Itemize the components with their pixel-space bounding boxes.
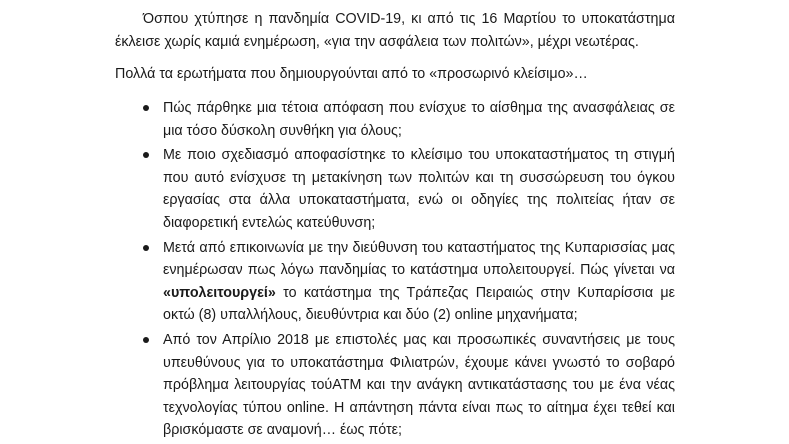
bullet-dot-icon — [143, 337, 149, 343]
bullet-dot-icon — [143, 152, 149, 158]
bullet-text-after: το κατάστημα της Τράπεζας Πειραιώς στην Κυπαρίσσια με οκτώ (8) υπαλλήλους, διευθύντρια και δύο (2) online μηχανήματα; — [163, 284, 675, 324]
bullet-text: Από τον Απρίλιο 2018 με επιστολές μας και προσωπικές συναντήσεις με τους υπευθύνους για το υποκατάστημα Φιλιατρών, έχουμε κάνει γνωστό το σοβαρό πρόβλημα λειτουργίας τούΑΤΜ και την ανάγκη αντικατάστασης του με ένα νέας τεχνολογίας τύπου online. Η απάντηση πάντα είναι πως το αίτημα έχει τεθεί και βρισκόμαστε σε αναμονή… έως πότε; — [163, 331, 675, 439]
bullet-item-1 — [137, 97, 675, 142]
bullet-dot-icon — [143, 105, 149, 111]
questions-bullet-list — [137, 97, 675, 444]
bullet-dot-icon — [143, 245, 149, 251]
bullet-item-4 — [137, 329, 675, 442]
bullet-text-before: Μετά από επικοινωνία με την διεύθυνση του καταστήματος της Κυπαρισσίας μας ενημέρωσαν πως λόγω πανδημίας το κατάστημα υπολειτουργεί. Πώς γίνεται να — [163, 239, 675, 279]
questions-lead-paragraph: Πολλά τα ερωτήματα που δημιουργούνται από το «προσωρινό κλείσιμο»… — [115, 66, 588, 82]
bullet-bold-term: «υπολειτουργεί» — [163, 284, 276, 301]
bullet-item-3 — [137, 237, 675, 327]
bullet-text: Πώς πάρθηκε μια τέτοια απόφαση που ενίσχυε το αίσθημα της ανασφάλειας σε μια τόσο δύσκολη συνθήκη για όλους; — [163, 100, 675, 139]
intro-paragraph: Όσπου χτύπησε η πανδημία COVID-19, κι από τις 16 Μαρτίου το υποκατάστημα έκλεισε χωρίς καμιά ενημέρωση, «για την ασφάλεια των πολιτών», μέχρι νεωτέρας. — [115, 11, 675, 50]
bullet-text: Με ποιο σχεδιασμό αποφασίστηκε το κλείσιμο του υποκαταστήματος τη στιγμή που αυτό ενίσχυσε τη μετακίνηση των πολιτών και τη συσσώρευση του όγκου εργασίας στα άλλα υποκαταστήματα, ενώ οι οδηγίες της πολιτείας ήταν σε διαφορετική εντελώς κατεύθυνση; — [163, 147, 675, 231]
bullet-item-2 — [137, 144, 675, 234]
